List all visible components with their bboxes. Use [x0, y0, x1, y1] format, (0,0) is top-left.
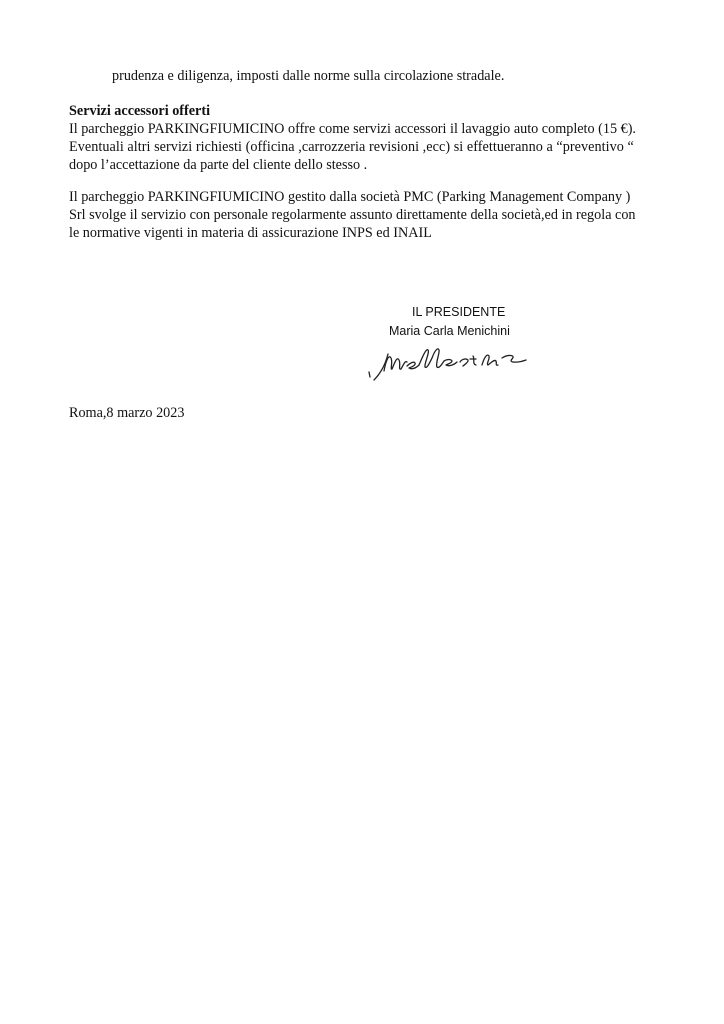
signatory-title: IL PRESIDENTE	[412, 305, 506, 319]
paragraph-line: le normative vigenti in materia di assicurazione INPS ed INAIL	[69, 225, 432, 241]
paragraph-line: Il parcheggio PARKINGFIUMICINO gestito dalla società PMC (Parking Management Company )	[69, 189, 631, 205]
paragraph-line: prudenza e diligenza, imposti dalle norme sulla circolazione stradale.	[112, 68, 505, 84]
handwritten-signature	[360, 336, 560, 384]
section-heading: Servizi accessori offerti	[69, 103, 211, 119]
paragraph-line: Eventuali altri servizi richiesti (officina ,carrozzeria revisioni ,ecc) si effettueranno a “preventivo “	[69, 139, 634, 155]
paragraph-line: dopo l’accettazione da parte del cliente dello stesso .	[69, 157, 368, 173]
place-date: Roma,8 marzo 2023	[69, 405, 185, 421]
paragraph-line: Il parcheggio PARKINGFIUMICINO offre come servizi accessori il lavaggio auto completo (15 €).	[69, 121, 636, 137]
signatory-name: Maria Carla Menichini	[389, 324, 510, 338]
paragraph-line: Srl svolge il servizio con personale regolarmente assunto direttamente della società,ed in regola con	[69, 207, 636, 223]
